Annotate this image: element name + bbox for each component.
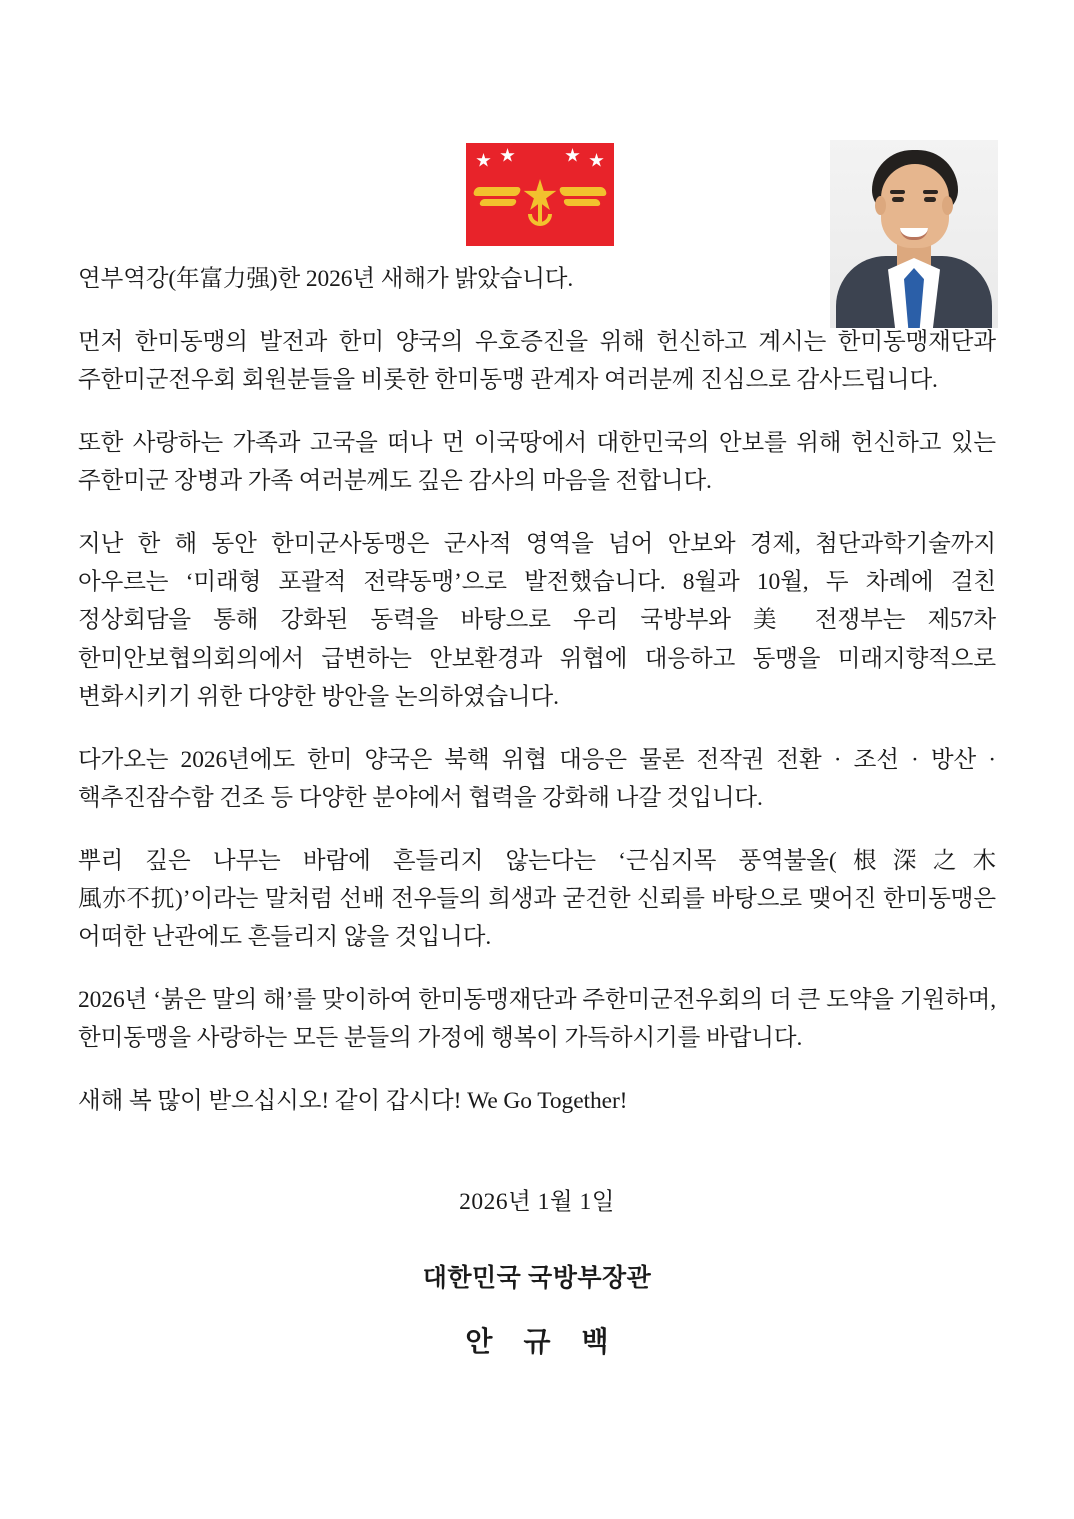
- emblem-anchor-icon: [525, 201, 555, 231]
- document-closing: [78, 1182, 996, 1360]
- mnd-emblem-icon: [466, 143, 614, 246]
- emblem-star-4-icon: [589, 153, 604, 168]
- emblem-star-3-icon: [565, 148, 580, 163]
- emblem-wing-left-icon: [473, 187, 522, 196]
- closing-signature-name: 안 규 백: [465, 1327, 621, 1359]
- paragraph-5: 다가오는 2026년에도 한미 양국은 북핵 위협 대응은 물론 전작권 전환 · 조선 · 방산 · 핵추진잠수함 건조 등 다양한 분야에서 협력을 강화해 나갈 것입니다.: [78, 746, 996, 811]
- paragraph-1: 연부역강(年富力强)한 2026년 새해가 밝았습니다.: [78, 266, 574, 292]
- portrait-eye-right: [924, 197, 936, 202]
- portrait-brow-right: [923, 190, 938, 194]
- portrait-eye-left: [892, 197, 904, 202]
- portrait-ear-right: [942, 196, 953, 215]
- paragraph-3: 또한 사랑하는 가족과 고국을 떠나 먼 이국땅에서 대한민국의 안보를 위해 헌신하고 있는 주한미군 장병과 가족 여러분께도 깊은 감사의 마음을 전합니다.: [78, 430, 996, 495]
- paragraph-7: 2026년 ‘붉은 말의 해’를 맞이하여 한미동맹재단과 주한미군전우회의 더 큰 도약을 기원하며, 한미동맹을 사랑하는 모든 분들의 가정에 행복이 가득하시기를 바랍니다.: [78, 986, 996, 1051]
- emblem-wing-right-icon: [559, 187, 608, 196]
- paragraph-4: 지난 한 해 동안 한미군사동맹은 군사적 영역을 넘어 안보와 경제, 첨단과학기술까지 아우르는 ‘미래형 포괄적 전략동맹’으로 발전했습니다. 8월과 10월, 두 차례에 걸친 정상회담을 통해 강화된 동력을 바탕으로 우리 국방부와 美 전쟁부는 제57차 한미안보협의회의에서 급변하는 안보환경과 위협에 대응하고 동맹을 미래지향적으로 변화시키기 위한 다양한 방안을 논의하였습니다.: [78, 531, 996, 710]
- paragraph-8-greeting: 새해 복 많이 받으십시오! 같이 갑시다! We Go Together!: [78, 1088, 628, 1115]
- closing-date: 2026년 1월 1일: [459, 1189, 615, 1216]
- portrait-brow-left: [890, 190, 905, 194]
- emblem-star-1-icon: [476, 153, 491, 168]
- emblem-wing-right-lower-icon: [563, 199, 601, 206]
- paragraph-2: 먼저 한미동맹의 발전과 한미 양국의 우호증진을 위해 헌신하고 계시는 한미동맹재단과 주한미군전우회 회원분들을 비롯한 한미동맹 관계자 여러분께 진심으로 감사드립니다.: [78, 329, 996, 394]
- paragraph-6: 뿌리 깊은 나무는 바람에 흔들리지 않는다는 ‘근심지목 풍역불올(根深之木 風亦不扤)’이라는 말처럼 선배 전우들의 희생과 굳건한 신뢰를 바탕으로 맺어진 한미동맹은 어떠한 난관에도 흔들리지 않을 것입니다.: [78, 847, 996, 950]
- document-body: [78, 260, 996, 1360]
- document-header: [0, 0, 1074, 260]
- emblem-star-2-icon: [500, 148, 515, 163]
- emblem-wing-left-lower-icon: [479, 199, 517, 206]
- closing-title: 대한민국 국방부장관: [422, 1265, 652, 1293]
- portrait-ear-left: [875, 196, 886, 215]
